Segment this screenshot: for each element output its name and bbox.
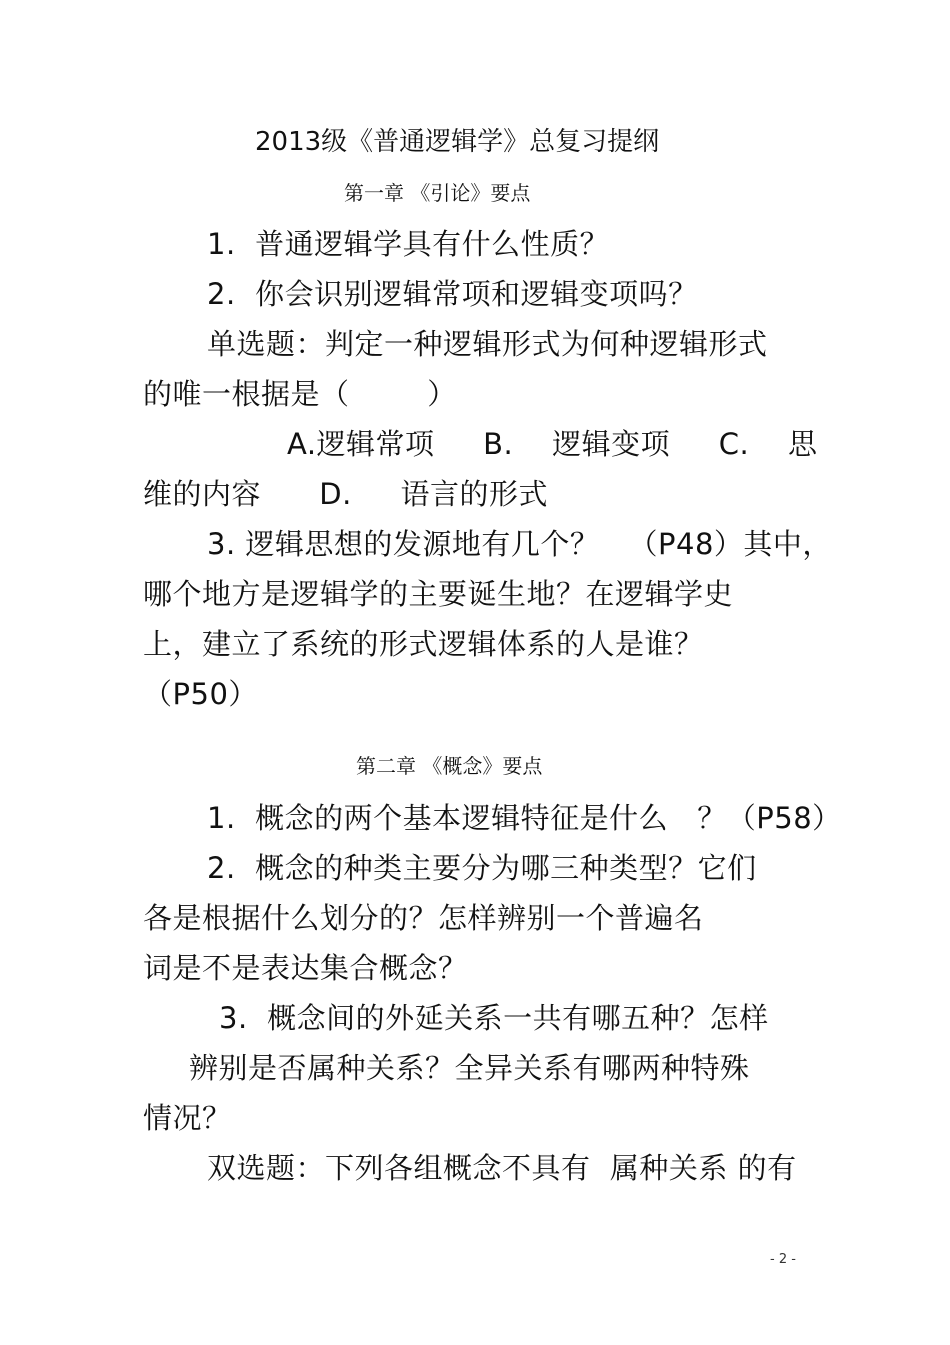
chapter-1-line: 上，建立了系统的形式逻辑体系的人是谁？	[143, 627, 704, 661]
chapter-1-line: 维的内容 D. 语言的形式	[143, 477, 548, 511]
chapter-1-line: 哪个地方是逻辑学的主要诞生地？在逻辑学史	[143, 577, 734, 611]
chapter-1-line: 单选题：判定一种逻辑形式为何种逻辑形式	[207, 327, 768, 361]
chapter-1-heading: 第一章 《引论》要点	[344, 181, 531, 205]
chapter-2-line: 情况？	[143, 1101, 232, 1135]
chapter-2-line: 双选题：下列各组概念不具有 属种关系 的有	[207, 1151, 797, 1185]
chapter-1-line: 2. 你会识别逻辑常项和逻辑变项吗？	[207, 277, 698, 311]
chapter-1-line: （P50）	[143, 677, 258, 711]
chapter-2-line: 各是根据什么划分的？怎样辨别一个普遍名	[143, 901, 704, 935]
chapter-1-line: 3. 逻辑思想的发源地有几个？ （P48）其中，	[207, 527, 832, 561]
chapter-1-line: A.逻辑常项 B. 逻辑变项 C. 思	[287, 427, 818, 461]
chapter-2-line: 辨别是否属种关系？全异关系有哪两种特殊	[189, 1051, 750, 1085]
chapter-2-line: 3. 概念间的外延关系一共有哪五种？怎样	[219, 1001, 769, 1035]
document-title: 2013级《普通逻辑学》总复习提纲	[255, 127, 660, 157]
chapter-2-line: 2. 概念的种类主要分为哪三种类型？它们	[207, 851, 757, 885]
chapter-2-line: 1. 概念的两个基本逻辑特征是什么 ？（P58）	[207, 801, 842, 835]
chapter-1-line: 1. 普通逻辑学具有什么性质？	[207, 227, 610, 261]
chapter-1-line: 的唯一根据是（ ）	[143, 377, 457, 411]
chapter-2-heading: 第二章 《概念》要点	[356, 754, 543, 778]
chapter-2-line: 词是不是表达集合概念？	[143, 951, 468, 985]
page-number: - 2 -	[770, 1252, 796, 1267]
